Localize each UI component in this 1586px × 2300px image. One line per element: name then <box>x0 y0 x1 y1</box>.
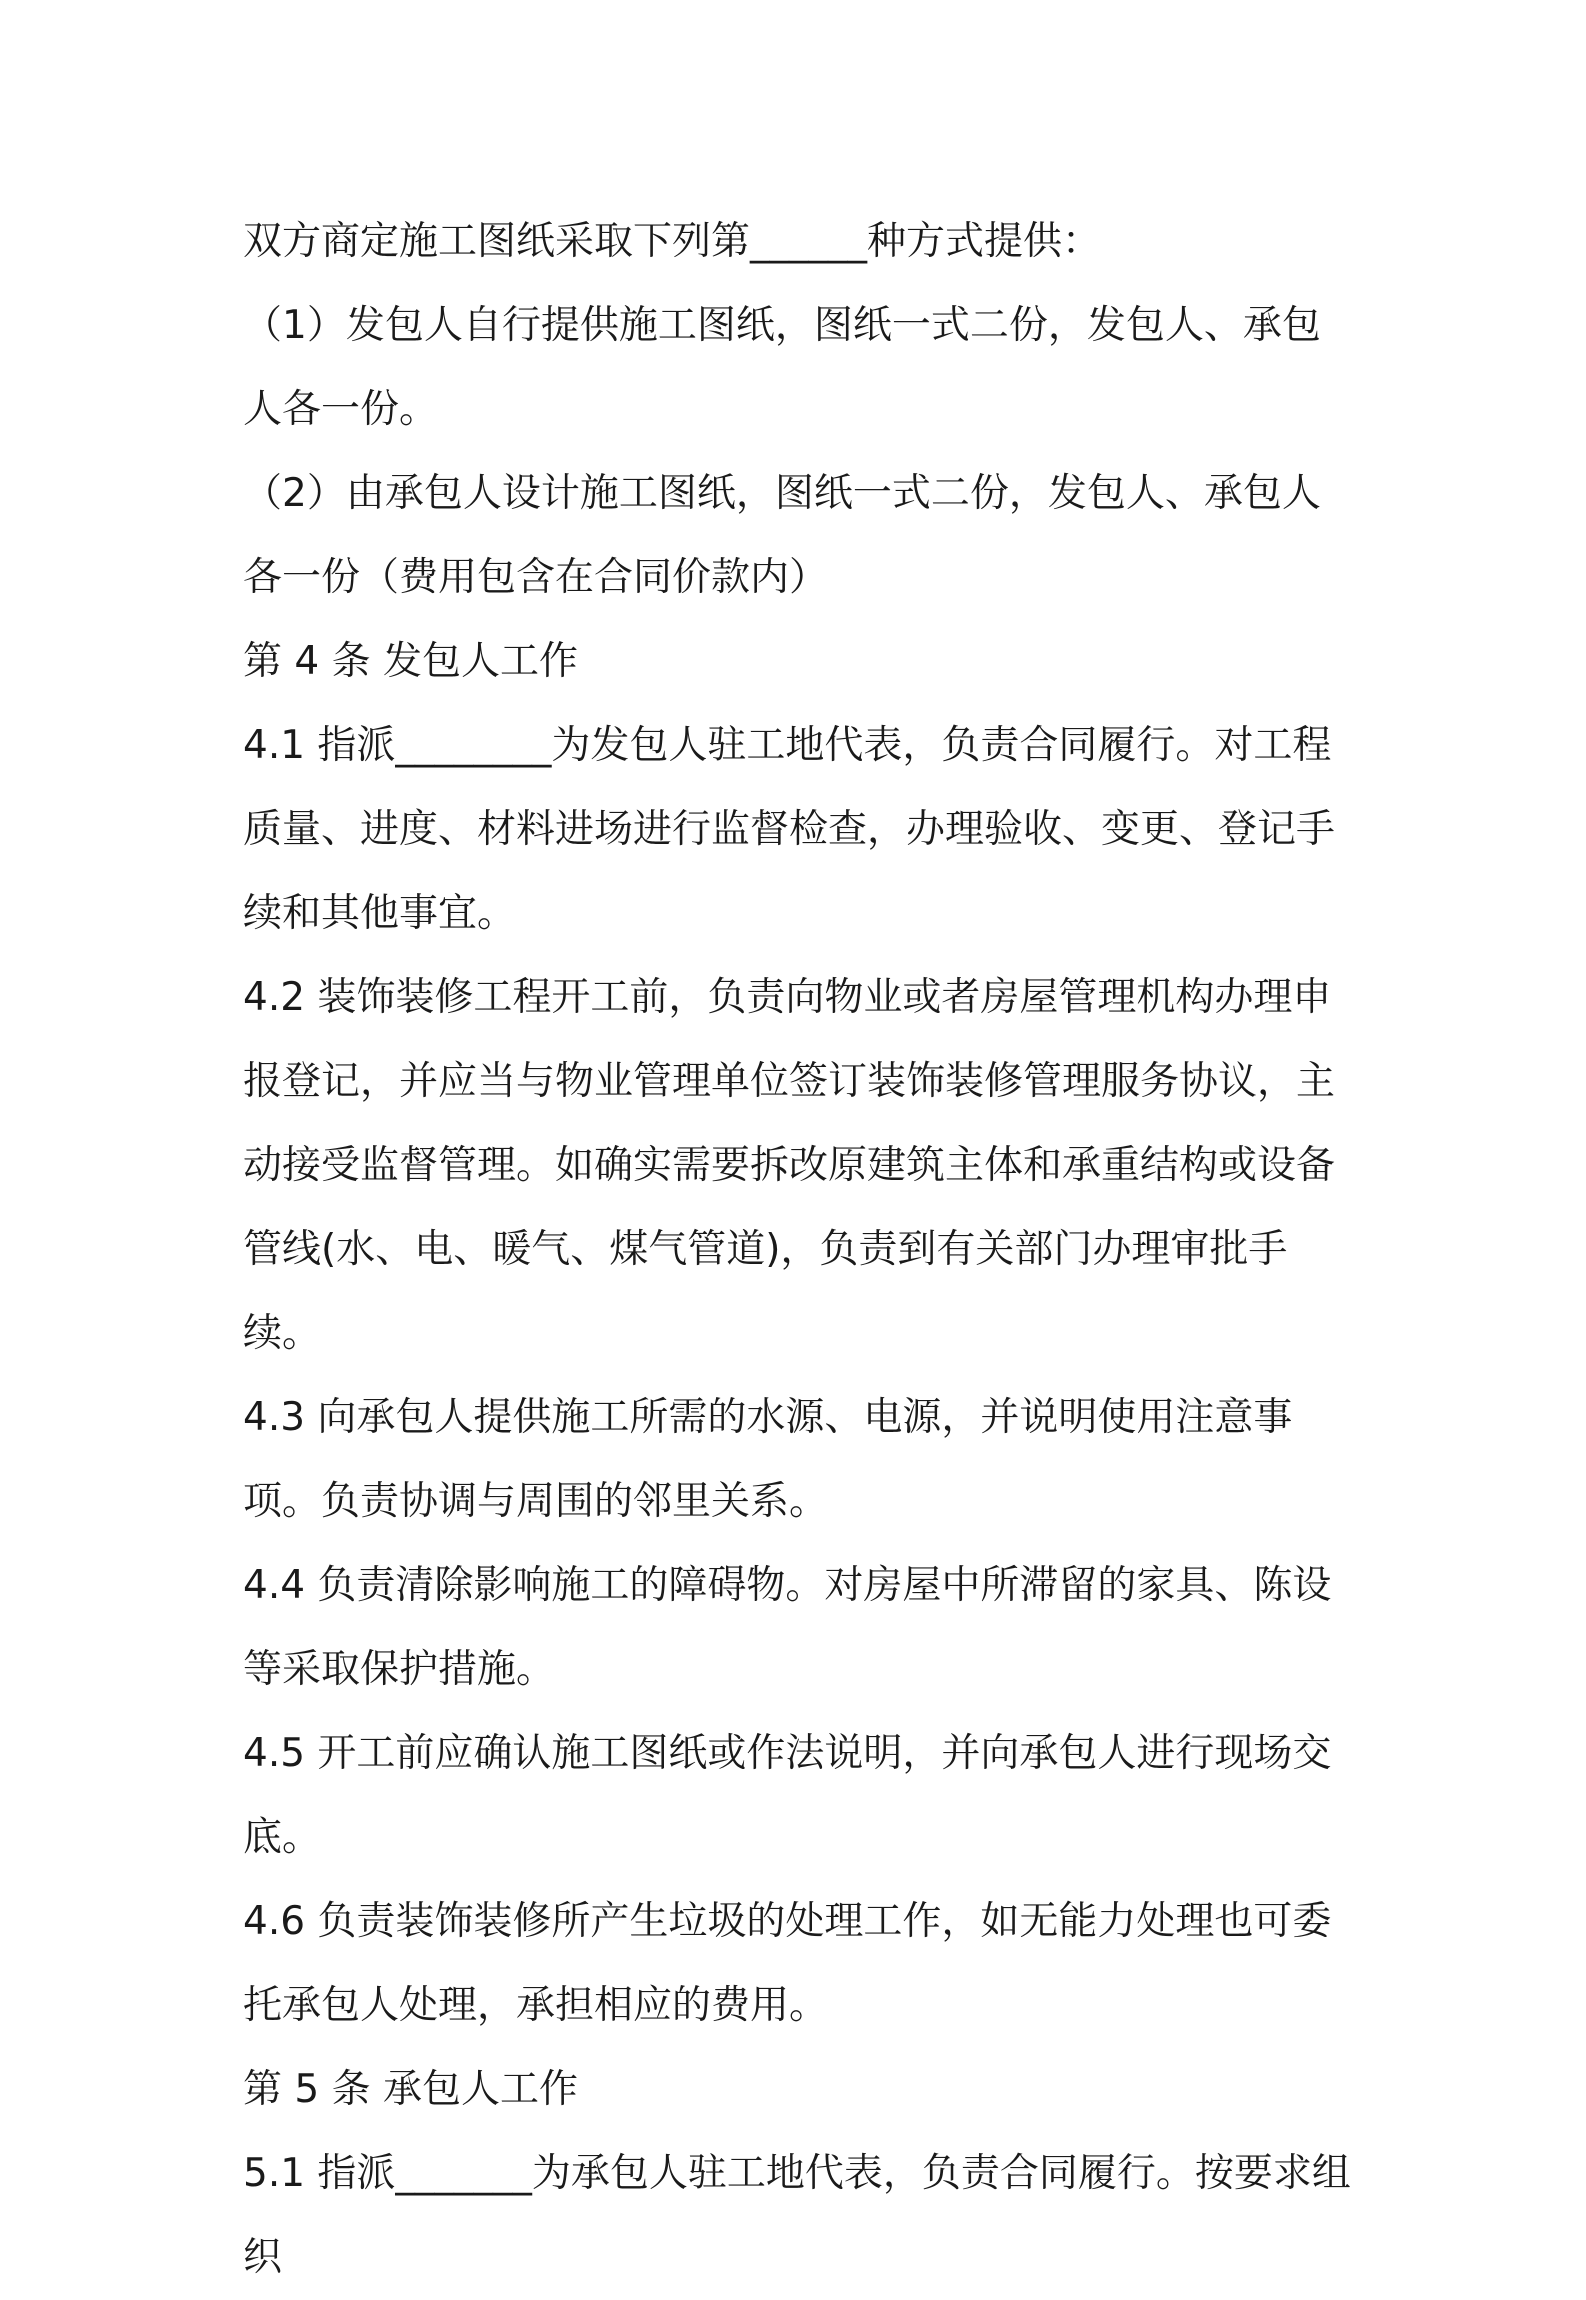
clause-4-3-paragraph: 4.3 向承包人提供施工所需的水源、电源，并说明使用注意事项。负责协调与周围的邻里关系。 <box>243 1395 1293 1524</box>
clause-4-4-paragraph: 4.4 负责清除影响施工的障碍物。对房屋中所滞留的家具、陈设等采取保护措施。 <box>243 1563 1332 1692</box>
clause-4-6-paragraph: 4.6 负责装饰装修所产生垃圾的处理工作，如无能力处理也可委托承包人处理，承担相应的费用。 <box>243 1899 1332 2028</box>
document-body <box>243 200 1355 2300</box>
clause-4-5-paragraph: 4.5 开工前应确认施工图纸或作法说明，并向承包人进行现场交底。 <box>243 1731 1332 1860</box>
article-4-heading: 第 4 条 发包人工作 <box>243 639 579 684</box>
article-5-heading: 第 5 条 承包人工作 <box>243 2067 579 2112</box>
clause-4-2-paragraph: 4.2 装饰装修工程开工前，负责向物业或者房屋管理机构办理申报登记，并应当与物业管理单位签订装饰装修管理服务协议，主动接受监督管理。如确实需要拆改原建筑主体和承重结构或设备管线(水、电、暖气、煤气管道)，负责到有关部门办理审批手续。 <box>243 975 1336 1356</box>
clause-5-1-paragraph: 5.1 指派_______为承包人驻工地代表，负责合同履行。按要求组织 <box>243 2151 1351 2280</box>
clause-4-1-paragraph: 4.1 指派________为发包人驻工地代表，负责合同履行。对工程质量、进度、材料进场进行监督检查，办理验收、变更、登记手续和其他事宜。 <box>243 723 1336 936</box>
option-1-paragraph: （1）发包人自行提供施工图纸，图纸一式二份，发包人、承包人各一份。 <box>243 303 1321 432</box>
option-2-paragraph: （2）由承包人设计施工图纸，图纸一式二份，发包人、承包人各一份（费用包含在合同价款内） <box>243 471 1321 600</box>
drawings-intro-paragraph: 双方商定施工图纸采取下列第______种方式提供： <box>243 219 1102 264</box>
